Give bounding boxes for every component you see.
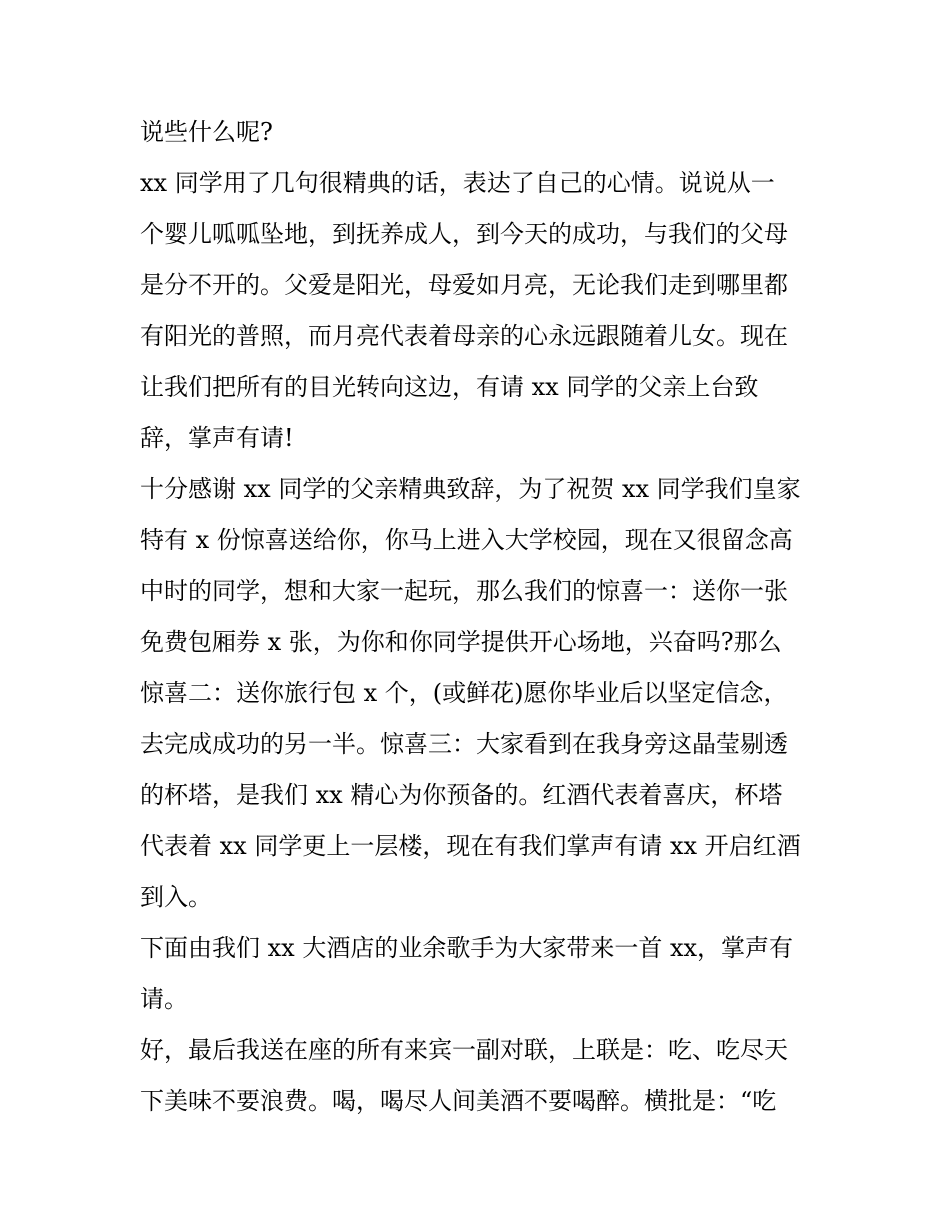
text-line: 惊喜二：送你旅行包 x 个，(或鲜花)愿你毕业后以坚定信念， [140, 679, 788, 707]
text-line: 是分不开的。父爱是阳光，母爱如月亮，无论我们走到哪里都 [140, 271, 788, 299]
text-line: 的杯塔，是我们 xx 精心为你预备的。红酒代表着喜庆，杯塔 [140, 781, 783, 809]
text-line: 请。 [140, 985, 188, 1013]
text-line: 让我们把所有的目光转向这边，有请 xx 同学的父亲上台致 [140, 373, 759, 401]
text-line: 到入。 [140, 883, 212, 911]
text-line: 有阳光的普照，而月亮代表着母亲的心永远跟随着儿女。现在 [140, 322, 788, 350]
text-line: 说些什么呢? [140, 118, 273, 146]
text-line: 去完成成功的另一半。惊喜三：大家看到在我身旁这晶莹剔透 [140, 730, 788, 758]
text-line: xx 同学用了几句很精典的话，表达了自己的心情。说说从一 [140, 169, 775, 197]
text-line: 下面由我们 xx 大酒店的业余歌手为大家带来一首 xx，掌声有 [140, 934, 794, 962]
text-line: 十分感谢 xx 同学的父亲精典致辞，为了祝贺 xx 同学我们皇家 [140, 475, 801, 503]
text-line: 辞，掌声有请! [140, 424, 294, 452]
text-line: 下美味不要浪费。喝，喝尽人间美酒不要喝醉。横批是：“吃 [140, 1087, 777, 1115]
text-line: 好，最后我送在座的所有来宾一副对联，上联是：吃、吃尽天 [140, 1036, 788, 1064]
text-line: 个婴儿呱呱坠地，到抚养成人，到今天的成功，与我们的父母 [140, 220, 788, 248]
body-text [140, 107, 820, 1127]
text-line: 免费包厢券 x 张，为你和你同学提供开心场地，兴奋吗?那么 [140, 628, 782, 656]
text-line: 代表着 xx 同学更上一层楼，现在有我们掌声有请 xx 开启红酒 [140, 832, 801, 860]
text-line: 中时的同学，想和大家一起玩，那么我们的惊喜一：送你一张 [140, 577, 788, 605]
text-line: 特有 x 份惊喜送给你，你马上进入大学校园，现在又很留念高 [140, 526, 793, 554]
